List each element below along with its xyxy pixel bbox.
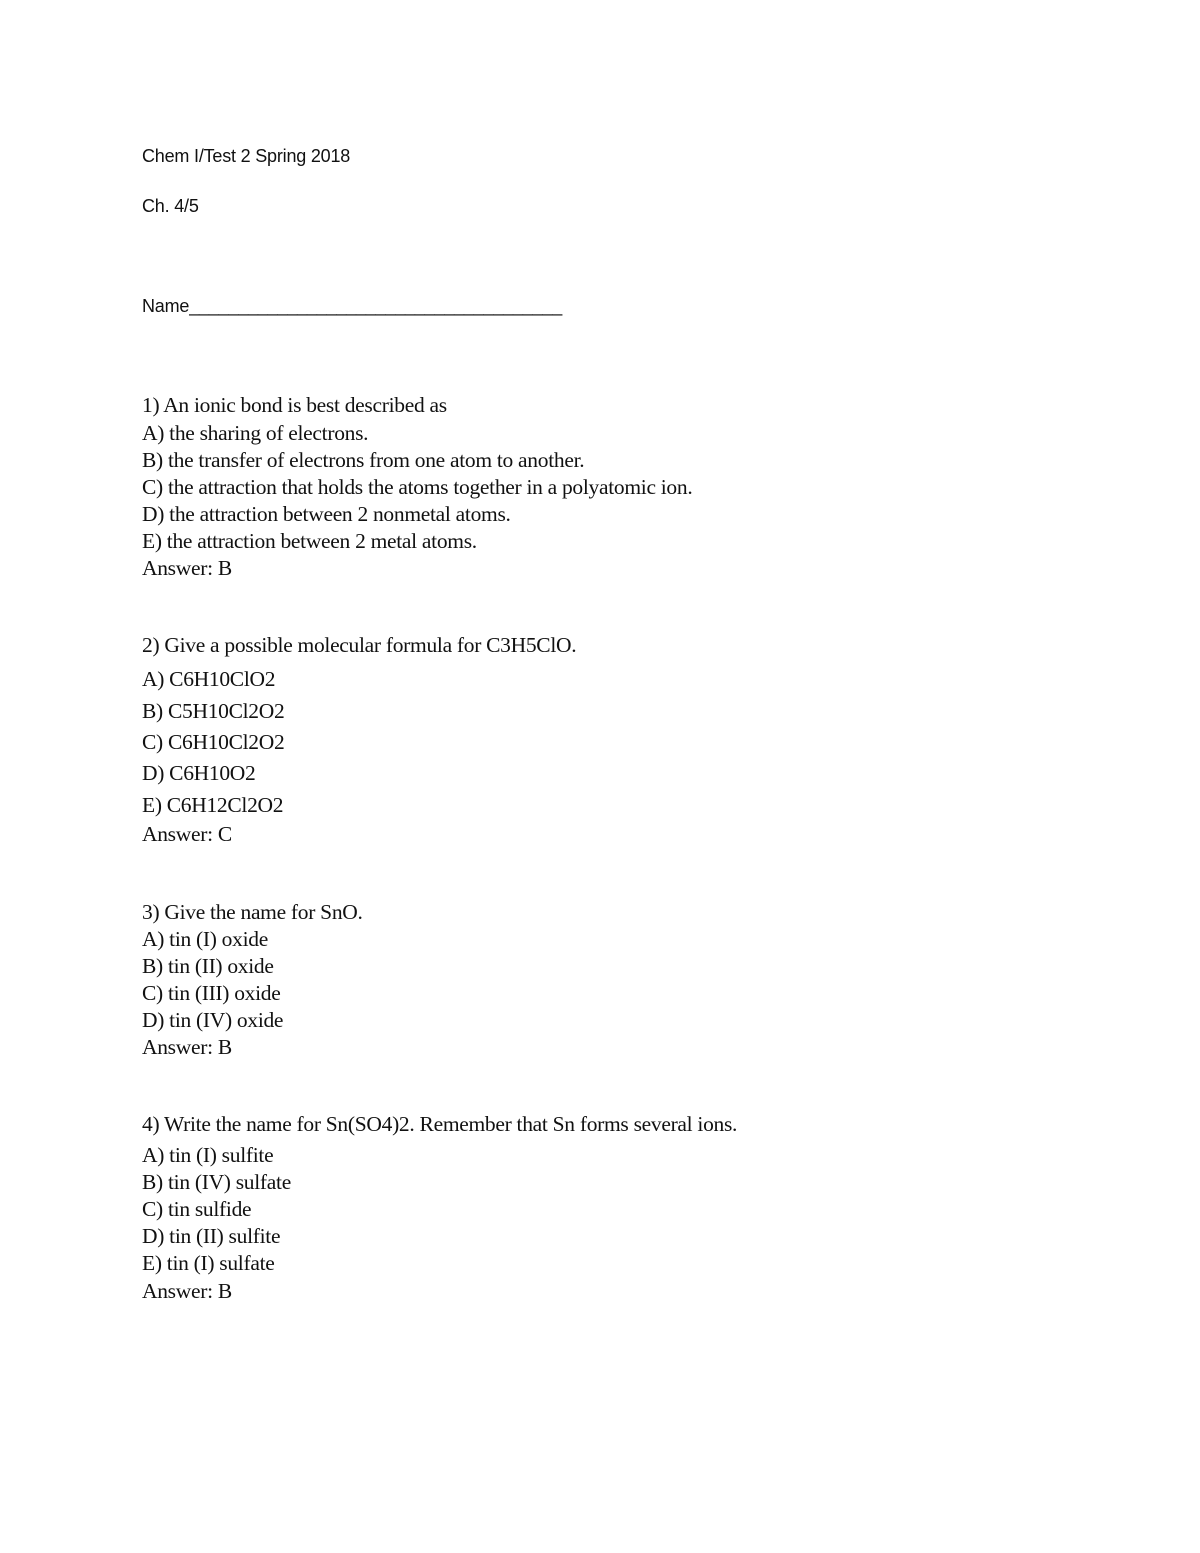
question-4-option-d: D) tin (II) sulfite — [142, 1224, 281, 1248]
question-3-prompt: 3) Give the name for SnO. — [142, 900, 363, 924]
question-4-option-b: B) tin (IV) sulfate — [142, 1170, 291, 1194]
name-line: Name______________________________________ — [142, 296, 563, 316]
question-1-option-c: C) the attraction that holds the atoms together in a polyatomic ion. — [142, 475, 693, 499]
question-1-option-d: D) the attraction between 2 nonmetal atoms. — [142, 502, 511, 526]
question-2-option-a: A) C6H10ClO2 — [142, 667, 276, 691]
question-1-option-e: E) the attraction between 2 metal atoms. — [142, 529, 477, 553]
question-2-answer: Answer: C — [142, 822, 232, 846]
question-4-option-c: C) tin sulfide — [142, 1197, 252, 1221]
question-2-option-d: D) C6H10O2 — [142, 761, 256, 785]
question-2-option-b: B) C5H10Cl2O2 — [142, 699, 285, 723]
question-2-option-c: C) C6H10Cl2O2 — [142, 730, 285, 754]
question-2-option-e: E) C6H12Cl2O2 — [142, 793, 284, 817]
chapter-label: Ch. 4/5 — [142, 196, 199, 216]
question-3-option-c: C) tin (III) oxide — [142, 981, 281, 1005]
question-1-answer: Answer: B — [142, 556, 232, 580]
question-3-answer: Answer: B — [142, 1035, 232, 1059]
question-3-option-d: D) tin (IV) oxide — [142, 1008, 284, 1032]
question-4-option-a: A) tin (I) sulfite — [142, 1143, 274, 1167]
question-2-prompt: 2) Give a possible molecular formula for C3H5ClO. — [142, 633, 577, 657]
question-4-answer: Answer: B — [142, 1279, 232, 1303]
question-4-option-e: E) tin (I) sulfate — [142, 1251, 275, 1275]
question-3-option-a: A) tin (I) oxide — [142, 927, 268, 951]
question-1-option-a: A) the sharing of electrons. — [142, 421, 369, 445]
question-1-prompt: 1) An ionic bond is best described as — [142, 393, 447, 417]
question-4-prompt: 4) Write the name for Sn(SO4)2. Remember that Sn forms several ions. — [142, 1112, 738, 1136]
question-1-option-b: B) the transfer of electrons from one atom to another. — [142, 448, 585, 472]
test-title: Chem I/Test 2 Spring 2018 — [142, 146, 351, 166]
question-3-option-b: B) tin (II) oxide — [142, 954, 274, 978]
